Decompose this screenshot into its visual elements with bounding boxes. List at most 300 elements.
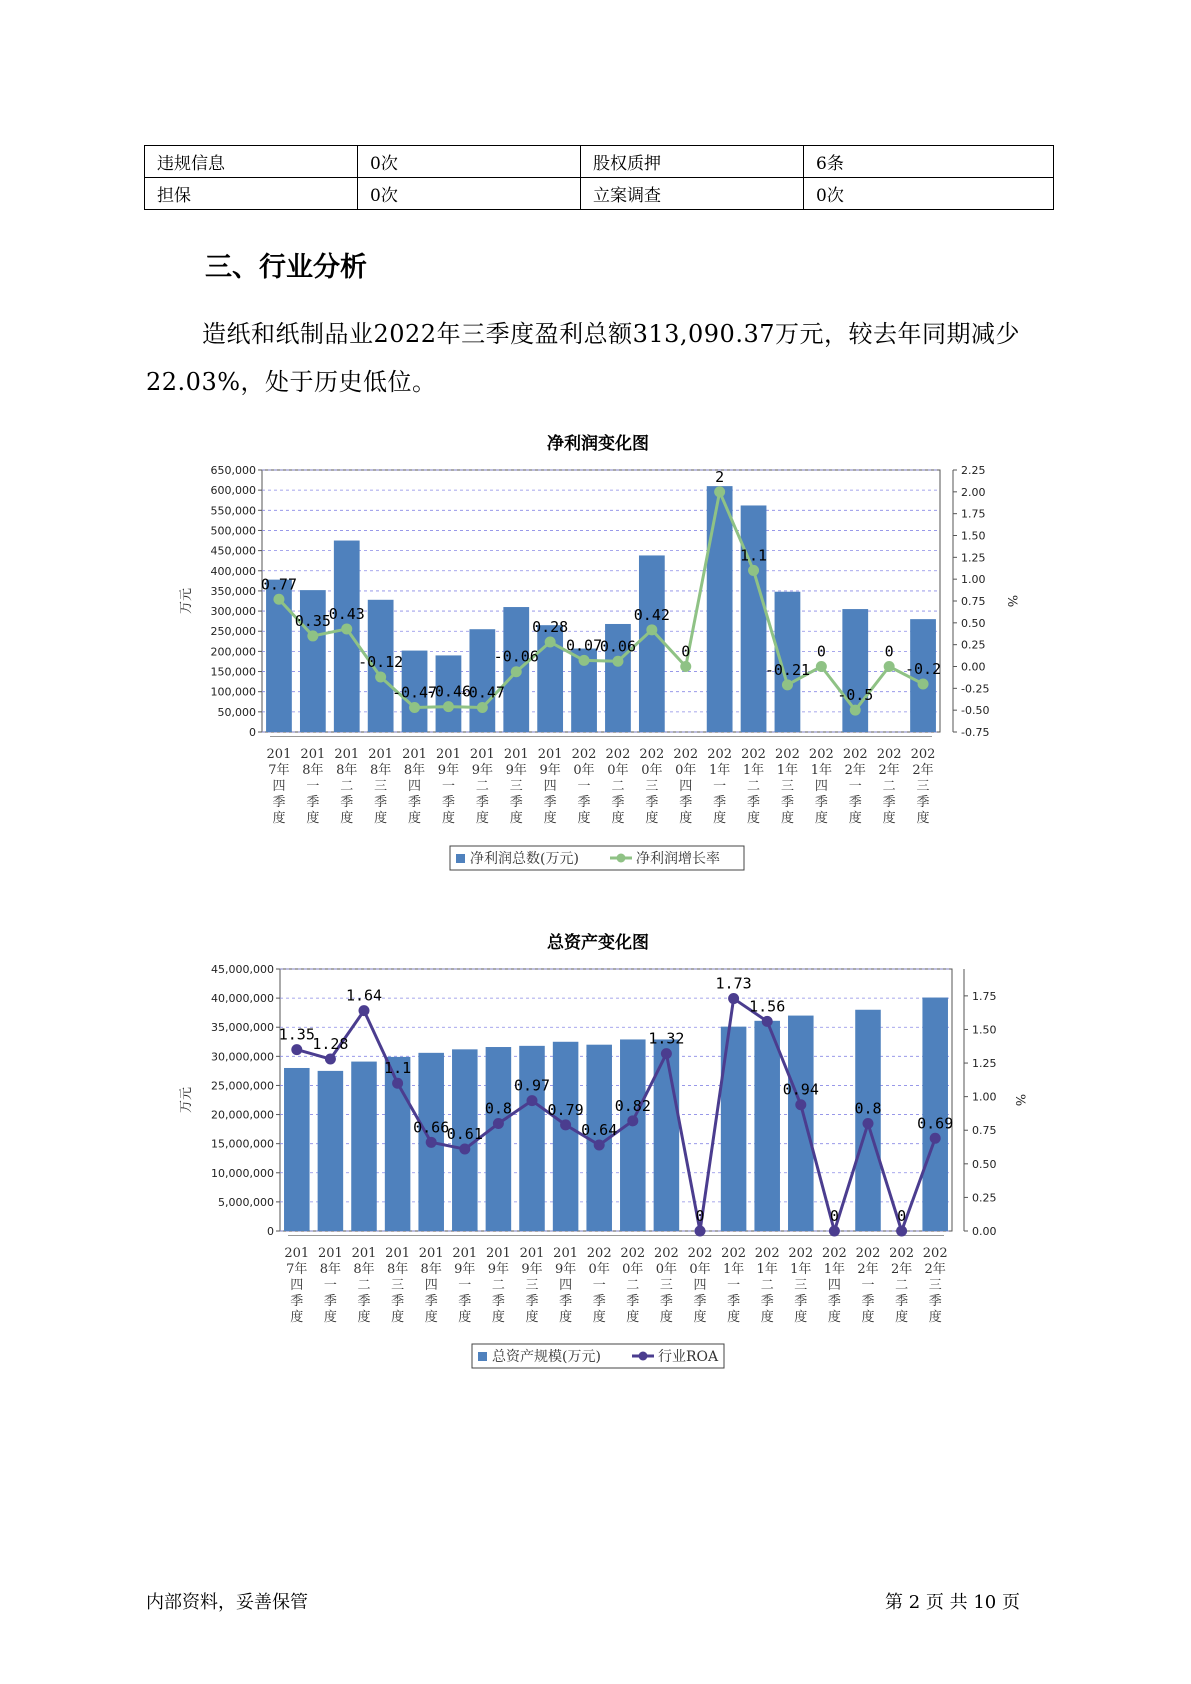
x-tick-label: 度 <box>374 811 388 826</box>
x-tick-label: 二 <box>747 779 761 794</box>
y-tick-label: 200,000 <box>210 645 256 659</box>
x-tick-label: 季 <box>611 795 625 810</box>
x-tick-label: 2年 <box>878 763 900 778</box>
y-tick-label: 100,000 <box>210 685 256 699</box>
x-tick-label: 三 <box>780 779 794 794</box>
y-tick-label: 450,000 <box>210 544 256 558</box>
x-tick-label: 8年 <box>403 763 426 778</box>
x-tick-label: 季 <box>525 1294 539 1309</box>
x-tick-label: 四 <box>424 1278 438 1293</box>
data-label: 0 <box>681 642 691 661</box>
y2-tick-label: -0.50 <box>961 704 990 718</box>
data-label: 1.35 <box>278 1025 315 1044</box>
x-tick-label: 一 <box>713 779 727 794</box>
x-tick-label: 三 <box>509 779 523 794</box>
data-label: 0.28 <box>532 618 569 637</box>
x-tick-label: 度 <box>814 811 828 826</box>
x-tick-label: 度 <box>509 811 523 826</box>
x-tick-label: 8年 <box>336 763 358 778</box>
x-tick-label: 四 <box>543 779 557 794</box>
line-point <box>728 993 739 1004</box>
x-tick-label: 8年 <box>386 1262 409 1277</box>
x-tick-label: 201 <box>385 1246 411 1261</box>
x-tick-label: 202 <box>639 747 665 762</box>
x-tick-label: 二 <box>760 1278 774 1293</box>
x-tick-label: 1年 <box>756 1262 778 1277</box>
footer-page-number: 第 2 页 共 10 页 <box>885 1592 1020 1613</box>
x-tick-label: 二 <box>357 1278 371 1293</box>
x-tick-label: 四 <box>559 1278 573 1293</box>
x-tick-label: 度 <box>861 1310 875 1325</box>
section-title: 三、行业分析 <box>205 252 367 283</box>
x-tick-label: 度 <box>592 1310 606 1325</box>
chart-title-net-profit: 净利润变化图 <box>547 434 649 454</box>
x-tick-label: 季 <box>559 1294 573 1309</box>
x-tick-label: 202 <box>653 1246 679 1261</box>
x-tick-label: 8年 <box>353 1262 375 1277</box>
x-tick-label: 202 <box>922 1246 948 1261</box>
x-tick-label: 三 <box>659 1278 673 1293</box>
bar <box>519 1046 545 1231</box>
x-tick-label: 8年 <box>319 1262 342 1277</box>
x-tick-label: 1年 <box>776 763 799 778</box>
x-tick-label: 季 <box>357 1294 371 1309</box>
x-tick-label: 季 <box>814 795 828 810</box>
x-tick-label: 季 <box>391 1294 405 1309</box>
x-tick-label: 0年 <box>689 1262 711 1277</box>
x-tick-label: 二 <box>340 779 354 794</box>
x-tick-label: 度 <box>827 1310 841 1325</box>
x-tick-label: 二 <box>611 779 625 794</box>
y2-axis-label: % <box>1004 594 1019 608</box>
y2-tick-label: 2.25 <box>961 464 986 477</box>
x-tick-label: 度 <box>928 1310 942 1325</box>
x-tick-label: 201 <box>469 747 495 762</box>
x-tick-label: 度 <box>475 811 489 826</box>
x-tick-label: 202 <box>673 747 699 762</box>
y2-tick-label: 0.00 <box>972 1225 997 1238</box>
x-tick-label: 季 <box>458 1294 472 1309</box>
y2-tick-label: 1.75 <box>961 507 986 521</box>
x-tick-label: 度 <box>626 1310 640 1325</box>
legend-swatch-point <box>639 1352 648 1361</box>
x-tick-label: 季 <box>827 1294 841 1309</box>
x-tick-label: 季 <box>272 795 286 810</box>
table-cell: 担保 <box>145 178 358 210</box>
x-tick-label: 季 <box>475 795 489 810</box>
data-label: -0.46 <box>425 682 472 701</box>
y2-tick-label: 0.50 <box>961 616 986 630</box>
x-tick-label: 季 <box>509 795 523 810</box>
data-label: 0.43 <box>328 604 365 623</box>
x-tick-label: 2年 <box>890 1262 913 1277</box>
legend-label-line: 行业ROA <box>658 1349 719 1365</box>
line-point <box>695 1226 706 1237</box>
x-tick-label: 202 <box>741 747 766 762</box>
x-tick-label: 度 <box>458 1310 472 1325</box>
x-tick-label: 二 <box>895 1278 909 1293</box>
line-point <box>896 1226 907 1237</box>
x-tick-label: 度 <box>780 811 794 826</box>
data-label: 1.32 <box>648 1029 685 1048</box>
x-tick-label: 201 <box>368 747 394 762</box>
data-label: 2 <box>715 467 725 486</box>
x-tick-label: 三 <box>391 1278 405 1293</box>
line-point <box>392 1078 403 1089</box>
x-tick-label: 四 <box>272 779 286 794</box>
data-label: 0.94 <box>782 1080 819 1099</box>
x-tick-label: 度 <box>760 1310 774 1325</box>
y-tick-label: 400,000 <box>210 564 256 578</box>
x-tick-label: 0年 <box>675 763 697 778</box>
y2-tick-label: 0.75 <box>961 595 986 608</box>
y2-tick-label: 1.75 <box>972 989 997 1003</box>
x-tick-label: 一 <box>458 1278 472 1293</box>
x-tick-label: 季 <box>645 795 659 810</box>
y-tick-label: 20,000,000 <box>211 1108 274 1122</box>
x-tick-label: 度 <box>611 811 625 826</box>
x-tick-label: 202 <box>910 747 936 762</box>
line-point <box>762 1016 773 1027</box>
y-tick-label: 40,000,000 <box>211 992 274 1006</box>
x-tick-label: 1年 <box>790 1262 812 1277</box>
x-tick-label: 一 <box>727 1278 741 1293</box>
data-label: 0.06 <box>599 637 637 656</box>
x-tick-label: 度 <box>272 811 286 826</box>
data-label: 0.07 <box>565 636 603 655</box>
x-tick-label: 季 <box>928 1294 942 1309</box>
x-tick-label: 201 <box>351 1246 377 1261</box>
line-point <box>795 1099 806 1110</box>
x-tick-label: 0年 <box>573 763 595 778</box>
x-tick-label: 季 <box>306 795 320 810</box>
y-tick-label: 550,000 <box>210 504 256 518</box>
data-label: -0.06 <box>493 647 539 666</box>
x-tick-label: 季 <box>882 795 896 810</box>
x-tick-label: 季 <box>424 1294 438 1309</box>
x-tick-label: 度 <box>747 811 761 826</box>
x-tick-label: 一 <box>577 779 591 794</box>
table-cell: 0次 <box>358 178 581 210</box>
table-cell: 立案调查 <box>581 178 804 210</box>
bar <box>620 1039 646 1231</box>
y2-tick-label: 1.00 <box>961 573 986 587</box>
line-point <box>930 1133 941 1144</box>
y-tick-label: 0 <box>267 1225 274 1238</box>
bar <box>754 1021 780 1231</box>
y-tick-label: 650,000 <box>210 464 256 477</box>
y2-tick-label: -0.25 <box>961 682 990 696</box>
chart-title-total-assets: 总资产变化图 <box>547 933 649 953</box>
x-tick-label: 季 <box>340 795 354 810</box>
x-tick-label: 201 <box>452 1246 478 1261</box>
x-tick-label: 201 <box>537 747 563 762</box>
line-point <box>594 1140 605 1151</box>
x-tick-label: 202 <box>620 1246 646 1261</box>
x-tick-label: 度 <box>306 811 320 826</box>
table-cell: 0次 <box>804 178 1054 210</box>
y2-tick-label: 0.75 <box>972 1124 997 1138</box>
x-tick-label: 一 <box>306 779 320 794</box>
y-tick-label: 30,000,000 <box>211 1050 274 1064</box>
y-tick-label: 0 <box>249 726 256 739</box>
legend-label-bar: 净利润总数(万元) <box>470 851 579 867</box>
x-tick-label: 202 <box>855 1246 881 1261</box>
x-tick-label: 三 <box>794 1278 808 1293</box>
x-tick-label: 四 <box>290 1278 304 1293</box>
x-tick-label: 度 <box>559 1310 573 1325</box>
x-tick-label: 度 <box>895 1310 909 1325</box>
data-label: 0 <box>816 642 826 661</box>
x-tick-label: 度 <box>290 1310 304 1325</box>
x-tick-label: 一 <box>848 779 862 794</box>
x-tick-label: 二 <box>475 779 489 794</box>
y2-tick-label: 1.25 <box>961 551 986 565</box>
y2-tick-label: 1.25 <box>972 1057 997 1071</box>
x-tick-label: 202 <box>721 1246 747 1261</box>
y2-axis-label: % <box>1012 1093 1027 1107</box>
data-label: -0.12 <box>358 652 404 671</box>
data-label: 0.64 <box>581 1121 618 1140</box>
x-tick-label: 季 <box>323 1294 337 1309</box>
x-tick-label: 度 <box>424 1310 438 1325</box>
data-label: 0.61 <box>446 1125 483 1144</box>
data-label: 1.1 <box>740 546 768 565</box>
x-tick-label: 三 <box>645 779 659 794</box>
x-tick-label: 季 <box>780 795 794 810</box>
x-tick-label: 季 <box>290 1294 304 1309</box>
x-tick-label: 度 <box>882 811 896 826</box>
x-tick-label: 季 <box>659 1294 673 1309</box>
data-label: -0.2 <box>904 659 942 678</box>
table-cell: 0次 <box>358 146 581 178</box>
data-label: 1.28 <box>312 1035 349 1054</box>
x-tick-label: 度 <box>693 1310 707 1325</box>
y2-tick-label: 0.00 <box>961 660 986 674</box>
y-tick-label: 50,000 <box>217 705 256 719</box>
x-tick-label: 四 <box>814 779 828 794</box>
x-tick-label: 201 <box>334 747 360 762</box>
bar <box>284 1068 310 1231</box>
line-point <box>291 1044 302 1055</box>
x-tick-label: 202 <box>775 747 800 762</box>
x-tick-label: 0年 <box>588 1262 610 1277</box>
x-tick-label: 201 <box>553 1246 579 1261</box>
x-tick-label: 度 <box>679 811 693 826</box>
y2-tick-label: 1.00 <box>972 1090 997 1104</box>
x-tick-label: 202 <box>687 1246 713 1261</box>
x-tick-label: 202 <box>586 1246 612 1261</box>
legend-label-bar: 总资产规模(万元) <box>492 1349 601 1365</box>
x-tick-label: 2年 <box>844 763 866 778</box>
x-tick-label: 9年 <box>487 1262 510 1277</box>
x-tick-label: 度 <box>323 1310 337 1325</box>
x-tick-label: 二 <box>491 1278 505 1293</box>
x-tick-label: 1年 <box>709 763 731 778</box>
x-tick-label: 1年 <box>742 763 765 778</box>
x-tick-label: 202 <box>808 747 834 762</box>
bar <box>318 1071 344 1231</box>
line-point <box>661 1048 672 1059</box>
x-tick-label: 季 <box>679 795 693 810</box>
x-tick-label: 8年 <box>302 763 324 778</box>
data-label: 1.73 <box>715 974 752 993</box>
x-tick-label: 201 <box>485 1246 511 1261</box>
data-label: 1.64 <box>345 986 383 1005</box>
data-label: -0.21 <box>764 660 811 679</box>
x-tick-label: 季 <box>577 795 591 810</box>
y-tick-label: 5,000,000 <box>218 1195 274 1209</box>
x-tick-label: 季 <box>916 795 930 810</box>
x-tick-label: 201 <box>284 1246 310 1261</box>
x-tick-label: 202 <box>571 747 597 762</box>
x-tick-label: 度 <box>727 1310 741 1325</box>
data-label: 0.8 <box>484 1099 512 1118</box>
x-tick-label: 201 <box>503 747 529 762</box>
line-point <box>459 1144 470 1155</box>
y2-tick-label: 0.25 <box>972 1191 997 1205</box>
data-label: 0.79 <box>547 1100 584 1119</box>
y-axis-label: 万元 <box>179 1086 194 1114</box>
x-tick-label: 季 <box>895 1294 909 1309</box>
x-tick-label: 度 <box>577 811 591 826</box>
x-tick-label: 三 <box>374 779 388 794</box>
data-label: 0.97 <box>513 1076 551 1095</box>
x-tick-label: 度 <box>441 811 455 826</box>
x-tick-label: 一 <box>441 779 455 794</box>
x-tick-label: 度 <box>916 811 930 826</box>
bar <box>788 1016 814 1231</box>
x-tick-label: 9年 <box>437 763 460 778</box>
x-tick-label: 8年 <box>420 1262 442 1277</box>
x-tick-label: 四 <box>679 779 693 794</box>
x-tick-label: 季 <box>747 795 761 810</box>
data-label: 0 <box>897 1207 907 1225</box>
x-tick-label: 9年 <box>454 1262 476 1277</box>
x-tick-label: 201 <box>418 1246 444 1261</box>
x-tick-label: 202 <box>754 1246 780 1261</box>
x-tick-label: 三 <box>928 1278 942 1293</box>
x-tick-label: 季 <box>374 795 388 810</box>
x-tick-label: 二 <box>882 779 896 794</box>
data-label: 0 <box>884 642 894 661</box>
x-tick-label: 201 <box>300 747 326 762</box>
legend-label-line: 净利润增长率 <box>636 851 720 867</box>
data-label: 0.42 <box>633 605 670 624</box>
data-label: 0.8 <box>854 1099 882 1118</box>
line-point <box>829 1226 840 1237</box>
x-tick-label: 四 <box>693 1278 707 1293</box>
data-label: 0 <box>829 1207 839 1225</box>
x-tick-label: 9年 <box>554 1262 577 1277</box>
x-tick-label: 1年 <box>810 763 832 778</box>
x-tick-label: 202 <box>889 1246 915 1261</box>
data-label: -0.47 <box>391 683 438 702</box>
x-tick-label: 202 <box>876 747 902 762</box>
y2-tick-label: -0.75 <box>961 726 990 739</box>
line-point <box>560 1119 571 1130</box>
x-tick-label: 7年 <box>268 763 290 778</box>
y2-tick-label: 1.50 <box>961 529 986 543</box>
line-point <box>627 1115 638 1126</box>
x-tick-label: 1年 <box>823 1262 846 1277</box>
x-tick-label: 1年 <box>722 1262 745 1277</box>
x-tick-label: 度 <box>645 811 659 826</box>
x-tick-label: 季 <box>713 795 727 810</box>
y-tick-label: 35,000,000 <box>211 1021 274 1035</box>
y-tick-label: 600,000 <box>210 484 256 498</box>
legend-swatch-bar <box>478 1352 487 1361</box>
x-tick-label: 季 <box>408 795 422 810</box>
x-tick-label: 度 <box>357 1310 371 1325</box>
x-tick-label: 201 <box>402 747 427 762</box>
section-paragraph: 造纸和纸制品业2022年三季度盈利总额313,090.37万元，较去年同期减少22.03%，处于历史低位。 <box>146 320 1020 396</box>
x-tick-label: 季 <box>543 795 557 810</box>
data-label: 1.56 <box>749 997 786 1016</box>
x-tick-label: 一 <box>323 1278 337 1293</box>
x-tick-label: 度 <box>340 811 354 826</box>
x-tick-label: 2年 <box>924 1262 946 1277</box>
x-tick-label: 8年 <box>370 763 392 778</box>
x-tick-label: 一 <box>592 1278 606 1293</box>
x-tick-label: 2年 <box>857 1262 879 1277</box>
x-tick-label: 202 <box>842 747 868 762</box>
footer-confidential: 内部资料，妥善保管 <box>146 1592 308 1613</box>
line-point <box>325 1054 336 1065</box>
data-label: 0 <box>695 1207 705 1225</box>
line-point <box>493 1118 504 1129</box>
x-tick-label: 度 <box>408 811 422 826</box>
line-point <box>863 1118 874 1129</box>
x-tick-label: 201 <box>436 747 461 762</box>
x-tick-label: 二 <box>626 1278 640 1293</box>
data-label: 0.66 <box>413 1118 450 1137</box>
x-tick-label: 季 <box>861 1294 875 1309</box>
line-point <box>426 1137 437 1148</box>
y2-tick-label: 0.25 <box>961 638 986 652</box>
x-tick-label: 季 <box>491 1294 505 1309</box>
x-tick-label: 季 <box>441 795 455 810</box>
x-tick-label: 9年 <box>505 763 527 778</box>
x-tick-label: 202 <box>821 1246 847 1261</box>
y-tick-label: 300,000 <box>210 605 256 619</box>
x-tick-label: 0年 <box>655 1262 678 1277</box>
x-tick-label: 度 <box>391 1310 405 1325</box>
x-tick-label: 度 <box>659 1310 673 1325</box>
x-axis-band <box>288 1235 944 1236</box>
x-tick-label: 三 <box>916 779 930 794</box>
y-tick-label: 500,000 <box>210 524 256 538</box>
bar <box>351 1062 377 1231</box>
y2-tick-label: 1.50 <box>972 1023 997 1037</box>
line-point <box>359 1005 370 1016</box>
x-tick-label: 202 <box>605 747 631 762</box>
x-tick-label: 季 <box>626 1294 640 1309</box>
x-tick-label: 度 <box>713 811 727 826</box>
data-label: 0.77 <box>260 575 298 594</box>
x-tick-label: 季 <box>760 1294 774 1309</box>
y-tick-label: 350,000 <box>210 584 256 598</box>
y-tick-label: 15,000,000 <box>211 1137 274 1151</box>
y-tick-label: 250,000 <box>210 625 256 639</box>
x-tick-label: 202 <box>788 1246 814 1261</box>
x-tick-label: 0年 <box>622 1262 644 1277</box>
x-tick-label: 四 <box>827 1278 841 1293</box>
x-tick-label: 201 <box>519 1246 545 1261</box>
x-tick-label: 度 <box>794 1310 808 1325</box>
y-tick-label: 150,000 <box>210 665 256 679</box>
x-tick-label: 季 <box>848 795 862 810</box>
